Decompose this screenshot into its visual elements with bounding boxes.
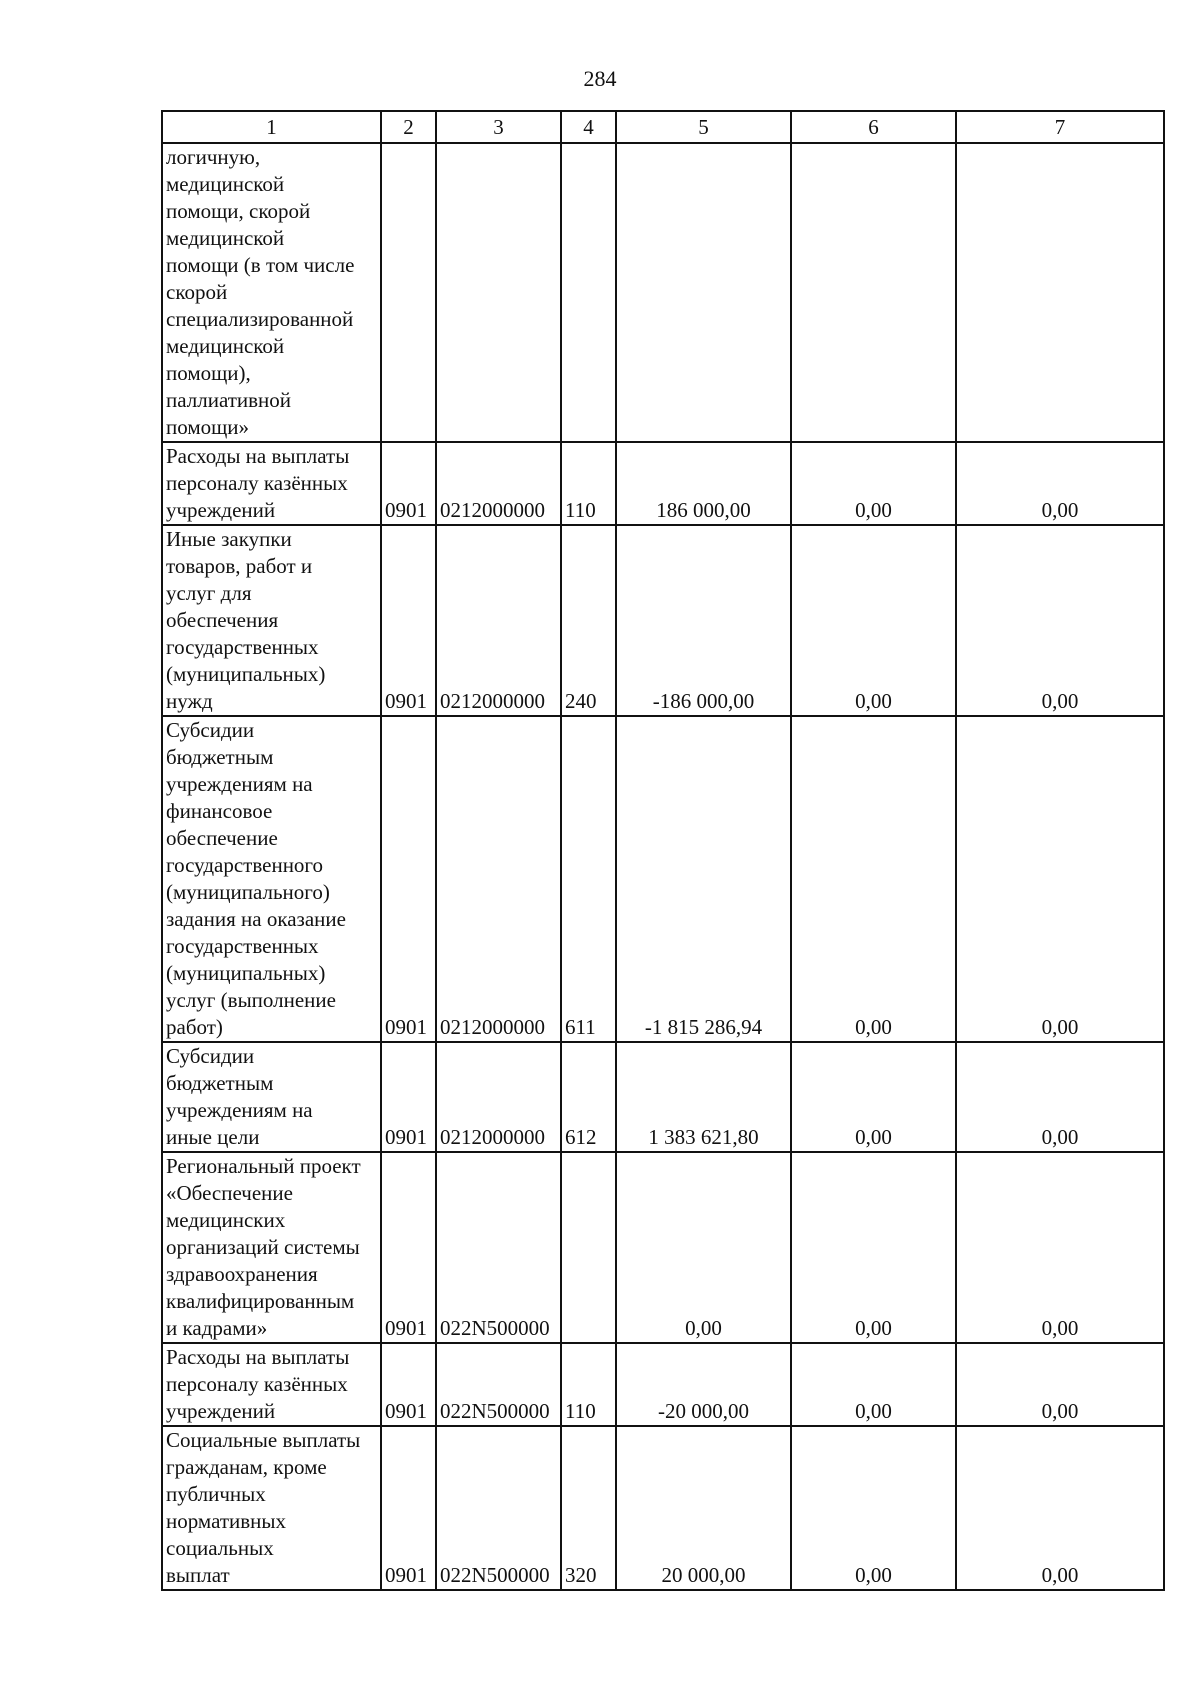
column-header: 6 <box>791 111 956 143</box>
page-number: 284 <box>583 66 617 91</box>
row-description: Социальные выплаты гражданам, кроме публичных нормативных социальных выплат <box>162 1426 381 1590</box>
target-article-code: 022N500000 <box>436 1152 561 1343</box>
amount-col5: -1 815 286,94 <box>616 716 791 1042</box>
section-code: 0901 <box>381 1042 436 1152</box>
table-row <box>162 525 1164 716</box>
target-article-code: 0212000000 <box>436 442 561 525</box>
amount-col6: 0,00 <box>791 1152 956 1343</box>
amount-col5: -186 000,00 <box>616 525 791 716</box>
section-code: 0901 <box>381 1152 436 1343</box>
expense-type-code: 320 <box>561 1426 616 1590</box>
expense-type-code: 110 <box>561 442 616 525</box>
amount-col7: 0,00 <box>956 1426 1164 1590</box>
section-code: 0901 <box>381 1426 436 1590</box>
target-article-code: 0212000000 <box>436 1042 561 1152</box>
row-description: Региональный проект «Обеспечение медицинских организаций системы здравоохранения квалифицированным и кадрами» <box>162 1152 381 1343</box>
amount-col7 <box>956 143 1164 442</box>
amount-col7: 0,00 <box>956 1152 1164 1343</box>
amount-col6 <box>791 143 956 442</box>
expense-type-code <box>561 143 616 442</box>
column-header: 7 <box>956 111 1164 143</box>
amount-col5: 1 383 621,80 <box>616 1042 791 1152</box>
row-description: Субсидии бюджетным учреждениям на финансовое обеспечение государственного (муниципального) задания на оказание государственных (муниципальных) услуг (выполнение работ) <box>162 716 381 1042</box>
table-row <box>162 1152 1164 1343</box>
column-header: 5 <box>616 111 791 143</box>
table-row <box>162 1343 1164 1426</box>
amount-col6: 0,00 <box>791 1426 956 1590</box>
amount-col5: 20 000,00 <box>616 1426 791 1590</box>
amount-col7: 0,00 <box>956 1042 1164 1152</box>
row-description: Субсидии бюджетным учреждениям на иные цели <box>162 1042 381 1152</box>
amount-col7: 0,00 <box>956 442 1164 525</box>
amount-col6: 0,00 <box>791 442 956 525</box>
row-description: Расходы на выплаты персоналу казённых учреждений <box>162 442 381 525</box>
table-row <box>162 442 1164 525</box>
expense-type-code: 611 <box>561 716 616 1042</box>
amount-col5: 0,00 <box>616 1152 791 1343</box>
expense-type-code: 612 <box>561 1042 616 1152</box>
amount-col6: 0,00 <box>791 1042 956 1152</box>
table-row <box>162 716 1164 1042</box>
budget-table <box>161 110 1165 1591</box>
amount-col6: 0,00 <box>791 716 956 1042</box>
row-description: логичную, медицинской помощи, скорой медицинской помощи (в том числе скорой специализированной медицинской помощи), паллиативной помощи» <box>162 143 381 442</box>
amount-col6: 0,00 <box>791 525 956 716</box>
target-article-code <box>436 143 561 442</box>
target-article-code: 022N500000 <box>436 1426 561 1590</box>
column-header: 4 <box>561 111 616 143</box>
target-article-code: 022N500000 <box>436 1343 561 1426</box>
target-article-code: 0212000000 <box>436 525 561 716</box>
section-code: 0901 <box>381 716 436 1042</box>
table-row <box>162 143 1164 442</box>
amount-col7: 0,00 <box>956 716 1164 1042</box>
section-code: 0901 <box>381 442 436 525</box>
table-row <box>162 1042 1164 1152</box>
amount-col7: 0,00 <box>956 1343 1164 1426</box>
expense-type-code <box>561 1152 616 1343</box>
column-header: 2 <box>381 111 436 143</box>
section-code: 0901 <box>381 1343 436 1426</box>
section-code <box>381 143 436 442</box>
amount-col5: 186 000,00 <box>616 442 791 525</box>
expense-type-code: 240 <box>561 525 616 716</box>
amount-col6: 0,00 <box>791 1343 956 1426</box>
column-header: 1 <box>162 111 381 143</box>
section-code: 0901 <box>381 525 436 716</box>
amount-col5 <box>616 143 791 442</box>
column-header: 3 <box>436 111 561 143</box>
row-description: Иные закупки товаров, работ и услуг для обеспечения государственных (муниципальных) нужд <box>162 525 381 716</box>
row-description: Расходы на выплаты персоналу казённых учреждений <box>162 1343 381 1426</box>
expense-type-code: 110 <box>561 1343 616 1426</box>
header-row <box>162 111 1164 143</box>
target-article-code: 0212000000 <box>436 716 561 1042</box>
amount-col5: -20 000,00 <box>616 1343 791 1426</box>
amount-col7: 0,00 <box>956 525 1164 716</box>
table-row <box>162 1426 1164 1590</box>
